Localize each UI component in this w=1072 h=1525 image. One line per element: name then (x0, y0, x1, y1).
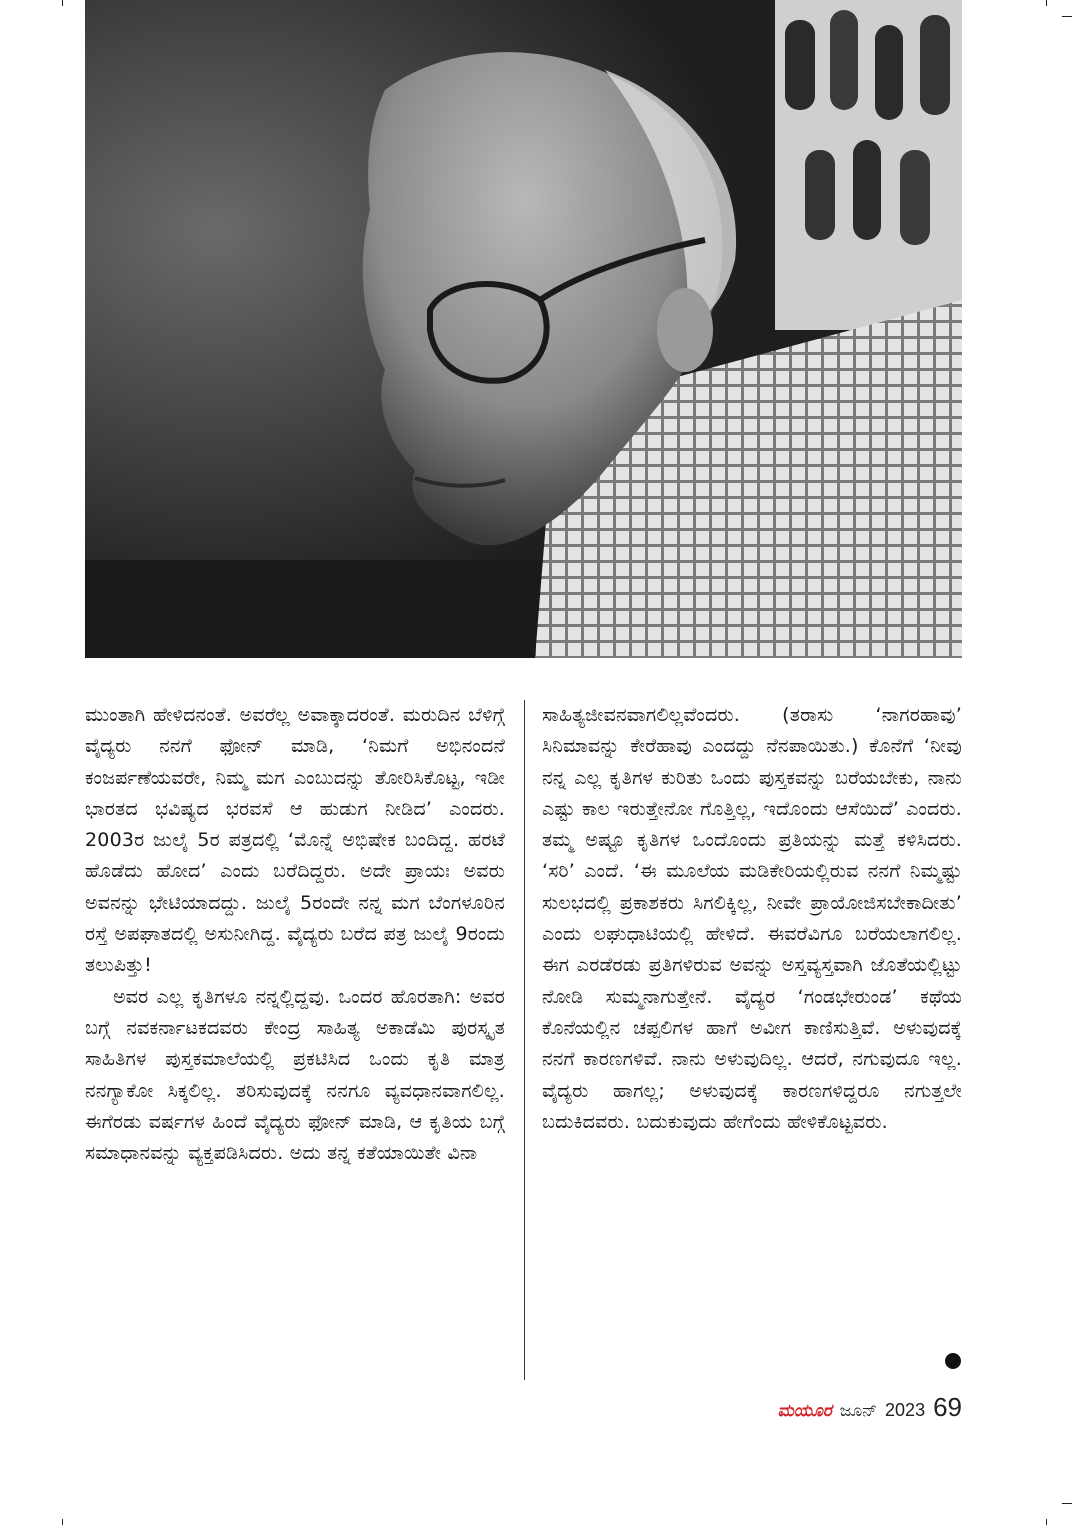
end-of-article-bullet (945, 1353, 961, 1369)
issue-year: 2023 (885, 1400, 926, 1420)
column-divider (524, 700, 525, 1380)
page-number: 69 (933, 1392, 962, 1422)
page-footer (778, 1392, 962, 1423)
portrait-photo (85, 0, 962, 658)
paragraph: ಸಾಹಿತ್ಯಜೀವನವಾಗಲಿಲ್ಲವೆಂದರು. (ತರಾಸು ‘ನಾಗರಹಾವು’ ಸಿನಿಮಾವನ್ನು ಕೇರೆಹಾವು ಎಂದದ್ದು ನೆನಪಾಯಿತು.) ಕೊನೆಗೆ ‘ನೀವು ನನ್ನ ಎಲ್ಲ ಕೃತಿಗಳ ಕುರಿತು ಒಂದು ಪುಸ್ತಕವನ್ನು ಬರೆಯಬೇಕು, ನಾನು ಎಷ್ಟು ಕಾಲ ಇರುತ್ತೇನೋ ಗೊತ್ತಿಲ್ಲ, ಇದೊಂದು ಆಸೆಯಿದೆ’ ಎಂದರು. ತಮ್ಮ ಅಷ್ಟೂ ಕೃತಿಗಳ ಒಂದೊಂದು ಪ್ರತಿಯನ್ನು ಮತ್ತೆ ಕಳಿಸಿದರು. ‘ಸರಿ’ ಎಂದೆ. ‘ಈ ಮೂಲೆಯ ಮಡಿಕೇರಿಯಲ್ಲಿರುವ ನನಗೆ ನಿಮ್ಮಷ್ಟು ಸುಲಭದಲ್ಲಿ ಪ್ರಕಾಶಕರು ಸಿಗಲಿಕ್ಕಿಲ್ಲ, ನೀವೇ ಪ್ರಾಯೋಜಿಸಬೇಕಾದೀತು’ ಎಂದು ಲಘುಧಾಟಿಯಲ್ಲಿ ಹೇಳಿದೆ. ಈವರೆವಿಗೂ ಬರೆಯಲಾಗಲಿಲ್ಲ. ಈಗ ಎರಡೆರಡು ಪ್ರತಿಗಳಿರುವ ಅವನ್ನು ಅಸ್ತವ್ಯಸ್ತವಾಗಿ ಜೊತೆಯಲ್ಲಿಟ್ಟು ನೋಡಿ ಸುಮ್ಮನಾಗುತ್ತೇನೆ. ವೈದ್ಯರ ‘ಗಂಡಭೇರುಂಡ’ ಕಥೆಯ ಕೊನೆಯಲ್ಲಿನ ಚಪ್ಪಲಿಗಳ ಹಾಗೆ ಅವೀಗ ಕಾಣಿಸುತ್ತಿವೆ. ಅಳುವುದಕ್ಕೆ ನನಗೆ ಕಾರಣಗಳಿವೆ. ನಾನು ಅಳುವುದಿಲ್ಲ. ಆದರೆ, ನಗುವುದೂ ಇಲ್ಲ. ವೈದ್ಯರು ಹಾಗಲ್ಲ; ಅಳುವುದಕ್ಕೆ ಕಾರಣಗಳಿದ್ದರೂ ನಗುತ್ತಲೇ ಬದುಕಿದವರು. ಬದುಕುವುದು ಹೇಗೆಂದು ಹೇಳಿಕೊಟ್ಟವರು. (542, 704, 962, 1133)
crop-mark-bottom-right (1046, 1519, 1047, 1525)
portrait-illustration (85, 0, 962, 658)
paragraph: ಮುಂತಾಗಿ ಹೇಳಿದನಂತೆ. ಅವರೆಲ್ಲ ಅವಾಕ್ಕಾದರಂತೆ. ಮರುದಿನ ಬೆಳಿಗ್ಗೆ ವೈದ್ಯರು ನನಗೆ ಫೋನ್ ಮಾಡಿ, ‘ನಿಮಗೆ ಅಭಿನಂದನೆ ಕಂಜರ್ಪಣೆಯವರೇ, ನಿಮ್ಮ ಮಗ ಎಂಬುದನ್ನು ತೋರಿಸಿಕೊಟ್ಟ, ಇಡೀ ಭಾರತದ ಭವಿಷ್ಯದ ಭರವಸೆ ಆ ಹುಡುಗ ನೀಡಿದ’ ಎಂದರು. 2003ರ ಜುಲೈ 5ರ ಪತ್ರದಲ್ಲಿ ‘ಮೊನ್ನೆ ಅಭಿಷೇಕ ಬಂದಿದ್ದ. ಹರಟೆ ಹೊಡೆದು ಹೋದ’ ಎಂದು ಬರೆದಿದ್ದರು. ಅದೇ ಪ್ರಾಯಃ ಅವರು ಅವನನ್ನು ಭೇಟಿಯಾದದ್ದು. ಜುಲೈ 5ರಂದೇ ನನ್ನ ಮಗ ಬೆಂಗಳೂರಿನ ರಸ್ತೆ ಅಪಘಾತದಲ್ಲಿ ಅಸುನೀಗಿದ್ದ. ವೈದ್ಯರು ಬರೆದ ಪತ್ರ ಜುಲೈ 9ರಂದು ತಲುಪಿತ್ತು! (85, 704, 505, 977)
crop-mark-top-left (62, 0, 63, 6)
magazine-name: ಮಯೂರ (777, 1401, 832, 1420)
crop-mark-bottom-left (62, 1519, 63, 1525)
crop-mark-top-right (1046, 0, 1047, 6)
crop-mark-right-bottom (1062, 1503, 1072, 1504)
issue-month: ಜೂನ್ (839, 1401, 878, 1420)
crop-mark-right-top (1062, 16, 1072, 17)
article-column-left (85, 700, 505, 1380)
article-column-right (542, 700, 962, 1380)
paragraph: ಅವರ ಎಲ್ಲ ಕೃತಿಗಳೂ ನನ್ನಲ್ಲಿದ್ದವು. ಒಂದರ ಹೊರತಾಗಿ: ಅವರ ಬಗ್ಗೆ ನವಕರ್ನಾಟಕದವರು ಕೇಂದ್ರ ಸಾಹಿತ್ಯ ಅಕಾಡೆಮಿ ಪುರಸ್ಕೃತ ಸಾಹಿತಿಗಳ ಪುಸ್ತಕಮಾಲೆಯಲ್ಲಿ ಪ್ರಕಟಿಸಿದ ಒಂದು ಕೃತಿ ಮಾತ್ರ ನನಗ್ಯಾಕೋ ಸಿಕ್ಕಲಿಲ್ಲ. ತರಿಸುವುದಕ್ಕೆ ನನಗೂ ವ್ಯವಧಾನವಾಗಲಿಲ್ಲ. ಈಗೆರಡು ವರ್ಷಗಳ ಹಿಂದೆ ವೈದ್ಯರು ಫೋನ್ ಮಾಡಿ, ಆ ಕೃತಿಯ ಬಗ್ಗೆ ಸಮಾಧಾನವನ್ನು ವ್ಯಕ್ತಪಡಿಸಿದರು. ಅದು ತನ್ನ ಕತೆಯಾಯಿತೇ ವಿನಾ (85, 985, 505, 1165)
